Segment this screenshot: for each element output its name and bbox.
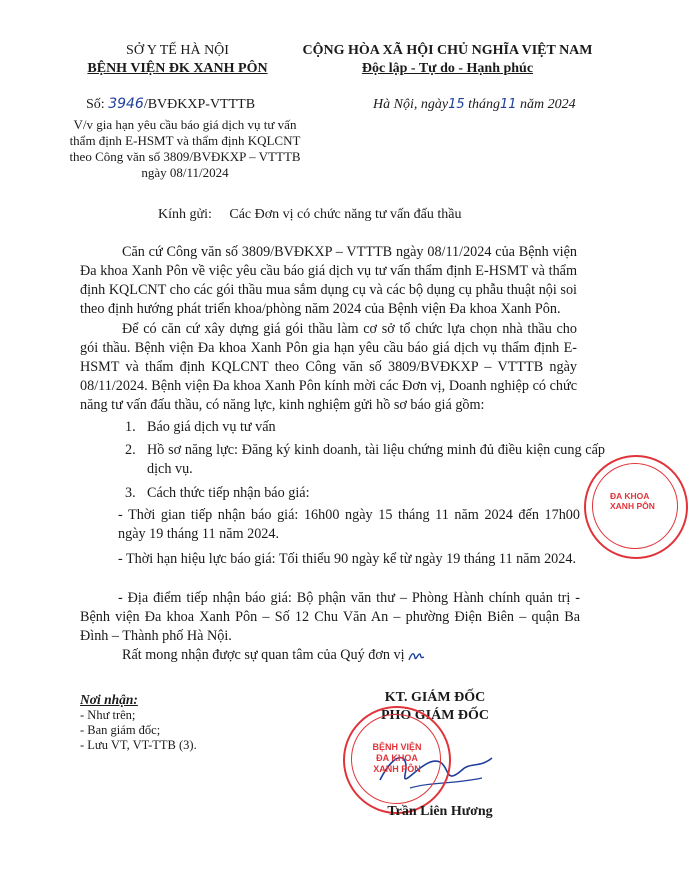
hospital-name-text: BỆNH VIỆN ĐK XANH PÔN: [87, 61, 268, 76]
issue-date: [373, 96, 613, 113]
official-seal: [343, 706, 451, 814]
partial-seal-text: [610, 491, 655, 511]
national-motto: [300, 60, 595, 77]
recipients-block: [80, 692, 280, 753]
date-suffix: năm 2024: [520, 97, 576, 112]
date-prefix: Hà Nội, ngày: [373, 97, 449, 112]
recipients-item: - Như trên;: [80, 708, 136, 722]
subject-line: V/v gia hạn yêu cầu báo giá dịch vụ tư vấn: [73, 117, 297, 132]
paragraph-basis: Căn cứ Công văn số 3809/BVĐKXP – VTTTB ngày 08/11/2024 của Bệnh viện Đa khoa Xanh Pôn về việc yêu cầu báo giá dịch vụ tư vấn thẩm định E-HSMT và thẩm định KQLCNT cho các gói thầu mua sắm dụng cụ và các bộ dụng cụ phẫu thuật nội soi theo định hướng phát triển khoa/phòng năm 2024 của Bệnh viện Đa khoa Xanh Pôn.: [80, 244, 577, 317]
list-item-number: 3.: [125, 485, 136, 501]
list-item: [125, 441, 605, 479]
list-item-number: 2.: [125, 442, 136, 458]
document-number: [86, 96, 296, 113]
hospital-name: [70, 60, 285, 77]
subject-line: theo Công văn số 3809/BVĐKXP – VTTTB: [69, 149, 301, 164]
seal-line: XANH PÔN: [373, 764, 421, 774]
signature-position: PHÓ GIÁM ĐỐC: [380, 708, 490, 723]
seal-line: ĐA KHOA: [376, 753, 418, 763]
signature-title: KT. GIÁM ĐỐC: [384, 690, 486, 705]
recipient-value: Các Đơn vị có chức năng tư vấn đấu thầu: [229, 207, 462, 222]
republic-title: CỘNG HÒA XÃ HỘI CHỦ NGHĨA VIỆT NAM: [302, 43, 593, 58]
initial-mark-icon: [408, 650, 426, 662]
receipt-location: - Địa điểm tiếp nhận báo giá: Bộ phận văn thư – Phòng Hành chính quản trị - Bệnh viện Đa khoa Xanh Pôn – Số 12 Chu Văn An – phường Điện Biên – quận Ba Đình – Thành phố Hà Nội.: [80, 590, 580, 644]
quote-validity: - Thời hạn hiệu lực báo giá: Tối thiểu 90 ngày kể từ ngày 19 tháng 11 năm 2024.: [118, 551, 577, 567]
recipients-title: Nơi nhận:: [80, 692, 138, 707]
doc-number-prefix: Số:: [86, 97, 105, 112]
list-item-text: Hồ sơ năng lực: Đăng ký kinh doanh, tài liệu chứng minh đủ điều kiện cung cấp dịch vụ.: [147, 442, 605, 477]
closing-line: [122, 646, 572, 665]
seal-inner-text: [345, 742, 449, 775]
doc-number-suffix: /BVĐKXP-VTTTB: [143, 97, 256, 112]
recipients-item: - Lưu VT, VT-TTB (3).: [80, 738, 197, 752]
list-item: [125, 418, 575, 437]
date-day-handwritten: 15: [448, 97, 465, 112]
partial-seal-margin: [584, 455, 688, 559]
seal-line: ĐA KHOA: [610, 491, 650, 501]
list-item-number: 1.: [125, 419, 136, 435]
doc-number-handwritten: 3946: [108, 96, 144, 112]
subject-line: thẩm định E-HSMT và thẩm định KQLCNT: [69, 133, 301, 148]
subject-block: [65, 117, 305, 181]
ministry-name: SỞ Y TẾ HÀ NỘI: [126, 43, 229, 58]
national-motto-text: Độc lập - Tự do - Hạnh phúc: [361, 61, 534, 76]
seal-line: XANH PÔN: [610, 501, 655, 511]
subject-line: ngày 08/11/2024: [141, 165, 229, 180]
recipient-line: [158, 206, 578, 223]
signer-name: Trần Liên Hương: [387, 804, 493, 819]
list-item: [125, 484, 575, 503]
receipt-time: - Thời gian tiếp nhận báo giá: 16h00 ngày 15 tháng 11 năm 2024 đến 17h00 ngày 19 tháng 11 năm 2024.: [118, 507, 580, 542]
date-month-handwritten: 11: [500, 97, 517, 112]
list-item-text: Cách thức tiếp nhận báo giá:: [147, 485, 310, 501]
recipients-item: - Ban giám đốc;: [80, 723, 161, 737]
list-item-text: Báo giá dịch vụ tư vấn: [147, 419, 276, 435]
date-month-label: tháng: [468, 97, 500, 112]
seal-line: BỆNH VIỆN: [372, 742, 422, 752]
closing-text: Rất mong nhận được sự quan tâm của Quý đơn vị: [122, 647, 405, 663]
recipient-label: Kính gửi:: [158, 207, 212, 222]
paragraph-request: Để có căn cứ xây dựng giá gói thầu làm cơ sở tổ chức lựa chọn nhà thầu cho gói thầu. Bệnh viện Đa khoa Xanh Pôn gia hạn yêu cầu báo giá dịch vụ thẩm định E-HSMT và thẩm định KQLCNT theo Công văn số 3809/BVĐKXP – VTTTB ngày 08/11/2024. Bệnh viện Đa khoa Xanh Pôn kính mời các Đơn vị, Doanh nghiệp có chức năng tư vấn đấu thầu, có năng lực, kinh nghiệm gửi hồ sơ báo giá gồm:: [80, 321, 577, 413]
